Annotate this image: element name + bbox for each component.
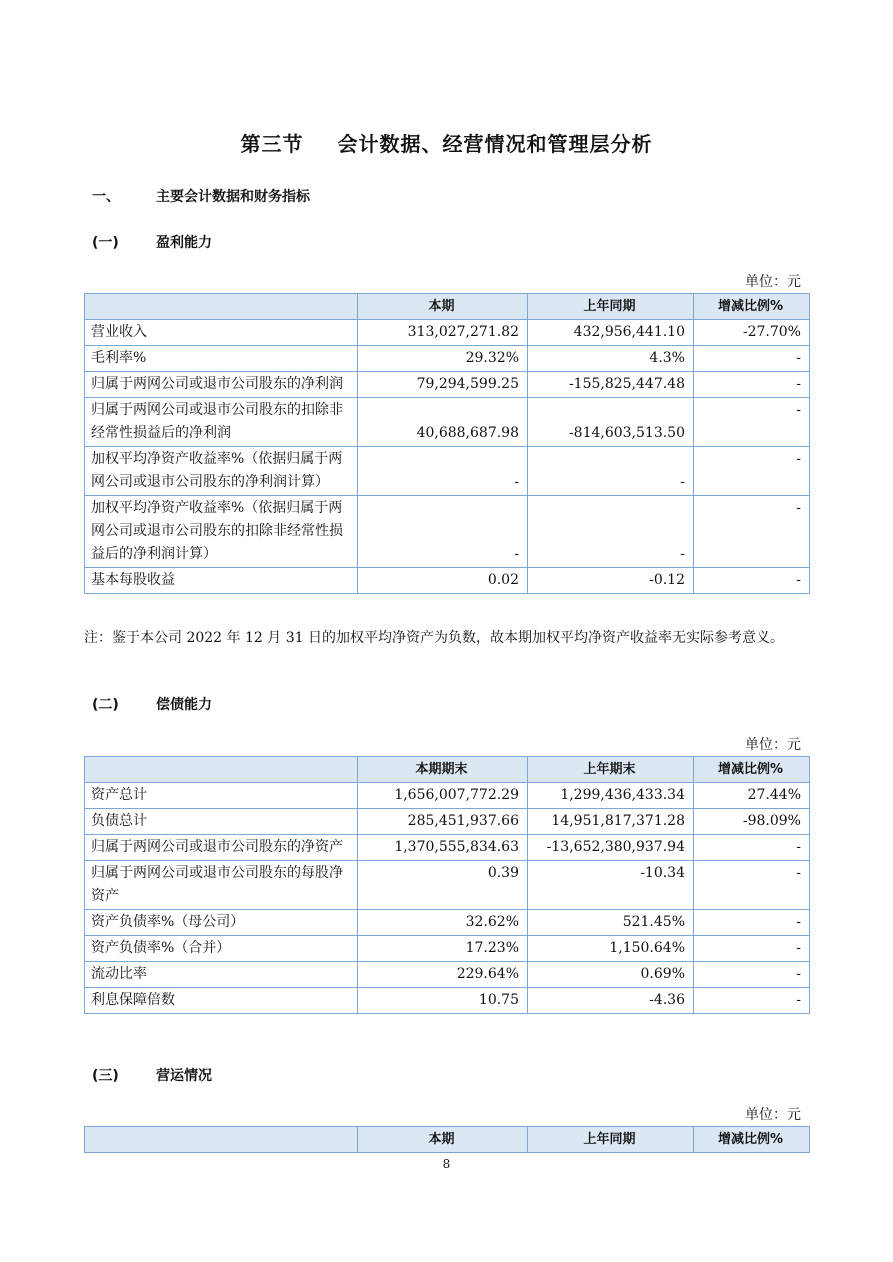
unit-label: 单位：元 (745, 274, 801, 290)
current-value: 29.32% (358, 346, 528, 372)
table-row (85, 398, 810, 447)
prior-value: -0.12 (528, 568, 694, 594)
unit-label: 单位：元 (745, 1107, 801, 1123)
header-cell (85, 294, 358, 320)
section-title: 第三节 会计数据、经营情况和管理层分析 (240, 132, 653, 156)
row-label: 资产负债率%（母公司） (85, 910, 358, 936)
table-row (85, 861, 810, 910)
heading-solvency: (二) 偿债能力 (92, 697, 212, 713)
prior-value: 4.3% (528, 346, 694, 372)
header-cell: 上年同期 (528, 294, 694, 320)
change-value: - (694, 936, 810, 962)
current-value: 285,451,937.66 (358, 809, 528, 835)
change-value: -27.70% (694, 320, 810, 346)
table-row (85, 988, 810, 1014)
change-value: - (694, 398, 810, 447)
table-row (85, 496, 810, 568)
header-cell: 本期 (358, 1127, 528, 1153)
table-row (85, 346, 810, 372)
prior-value: 0.69% (528, 962, 694, 988)
row-label: 营业收入 (85, 320, 358, 346)
row-label: 归属于两网公司或退市公司股东的净利润 (85, 372, 358, 398)
header-cell: 本期 (358, 294, 528, 320)
prior-value: -4.36 (528, 988, 694, 1014)
heading-operations: (三) 营运情况 (92, 1068, 212, 1084)
table-header-row (85, 1127, 810, 1153)
prior-value: -814,603,513.50 (528, 398, 694, 447)
profitability-table (84, 293, 810, 594)
change-value: 27.44% (694, 783, 810, 809)
heading-profitability: (一) 盈利能力 (92, 235, 212, 251)
row-label: 流动比率 (85, 962, 358, 988)
change-value: - (694, 861, 810, 910)
change-value: - (694, 835, 810, 861)
page-number: 8 (442, 1157, 451, 1171)
row-label: 加权平均净资产收益率%（依据归属于两网公司或退市公司股东的扣除非经常性损益后的净利润计算） (85, 496, 358, 568)
prior-value: 14,951,817,371.28 (528, 809, 694, 835)
change-value: -98.09% (694, 809, 810, 835)
row-label: 归属于两网公司或退市公司股东的扣除非经常性损益后的净利润 (85, 398, 358, 447)
prior-value: 1,299,436,433.34 (528, 783, 694, 809)
current-value: 79,294,599.25 (358, 372, 528, 398)
table-row (85, 835, 810, 861)
table-row (85, 962, 810, 988)
current-value: 1,370,555,834.63 (358, 835, 528, 861)
heading-main-indicators: 一、 主要会计数据和财务指标 (92, 189, 310, 205)
header-cell: 增减比例% (694, 757, 810, 783)
unit-label: 单位：元 (745, 737, 801, 753)
table-header-row (85, 757, 810, 783)
current-value: 32.62% (358, 910, 528, 936)
current-value: 10.75 (358, 988, 528, 1014)
row-label: 资产负债率%（合并） (85, 936, 358, 962)
change-value: - (694, 962, 810, 988)
table-row (85, 320, 810, 346)
current-value: 1,656,007,772.29 (358, 783, 528, 809)
change-value: - (694, 372, 810, 398)
change-value: - (694, 568, 810, 594)
prior-value: -10.34 (528, 861, 694, 910)
table-row (85, 910, 810, 936)
change-value: - (694, 496, 810, 568)
prior-value: - (528, 447, 694, 496)
current-value: 40,688,687.98 (358, 398, 528, 447)
change-value: - (694, 988, 810, 1014)
row-label: 资产总计 (85, 783, 358, 809)
header-cell: 上年同期 (528, 1127, 694, 1153)
operations-table (84, 1126, 810, 1153)
prior-value: 1,150.64% (528, 936, 694, 962)
prior-value: -13,652,380,937.94 (528, 835, 694, 861)
row-label: 负债总计 (85, 809, 358, 835)
prior-value: - (528, 496, 694, 568)
table-row (85, 372, 810, 398)
current-value: - (358, 496, 528, 568)
header-cell (85, 1127, 358, 1153)
header-cell: 上年期末 (528, 757, 694, 783)
current-value: 0.39 (358, 861, 528, 910)
table-footnote: 注：鉴于本公司 2022 年 12 月 31 日的加权平均净资产为负数，故本期加权平均净资产收益率无实际参考意义。 (84, 630, 784, 646)
table-row (85, 936, 810, 962)
table-header-row (85, 294, 810, 320)
current-value: 17.23% (358, 936, 528, 962)
header-cell: 增减比例% (694, 1127, 810, 1153)
solvency-table (84, 756, 810, 1014)
row-label: 利息保障倍数 (85, 988, 358, 1014)
row-label: 归属于两网公司或退市公司股东的净资产 (85, 835, 358, 861)
prior-value: -155,825,447.48 (528, 372, 694, 398)
row-label: 加权平均净资产收益率%（依据归属于两网公司或退市公司股东的净利润计算） (85, 447, 358, 496)
header-cell: 本期期末 (358, 757, 528, 783)
header-cell: 增减比例% (694, 294, 810, 320)
row-label: 归属于两网公司或退市公司股东的每股净资产 (85, 861, 358, 910)
prior-value: 432,956,441.10 (528, 320, 694, 346)
change-value: - (694, 346, 810, 372)
table-row (85, 809, 810, 835)
row-label: 基本每股收益 (85, 568, 358, 594)
prior-value: 521.45% (528, 910, 694, 936)
row-label: 毛利率% (85, 346, 358, 372)
current-value: 229.64% (358, 962, 528, 988)
current-value: - (358, 447, 528, 496)
header-cell (85, 757, 358, 783)
table-row (85, 783, 810, 809)
current-value: 0.02 (358, 568, 528, 594)
change-value: - (694, 447, 810, 496)
current-value: 313,027,271.82 (358, 320, 528, 346)
table-row (85, 568, 810, 594)
table-row (85, 447, 810, 496)
change-value: - (694, 910, 810, 936)
